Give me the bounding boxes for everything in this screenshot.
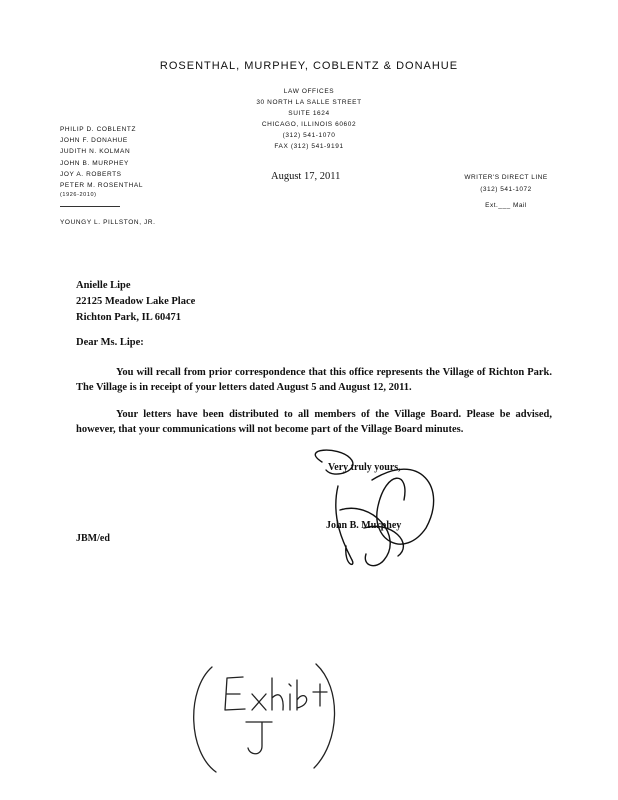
paragraph-text: Your letters have been distributed to all members of the Village Board. Please be advised, however, that your communications will not become part of the Village Board minutes. xyxy=(76,409,552,435)
of-counsel: YOUNGY L. PILLSTON, JR. xyxy=(60,219,156,226)
partner-note: (1926-2010) xyxy=(60,192,97,199)
typist-initials: JBM/ed xyxy=(76,533,110,544)
salutation: Dear Ms. Lipe: xyxy=(76,337,144,348)
partner-name: JOHN B. MURPHEY xyxy=(60,159,129,167)
fax-line: FAX (312) 541-9191 xyxy=(274,143,344,150)
paragraph-text: You will recall from prior correspondence that this office represents the Village of Richton Park. The Village is in receipt of your letters dated August 5 and August 12, 2011. xyxy=(76,367,552,393)
signer-name: John B. Murphey xyxy=(326,520,402,531)
direct-line-extra: Ext.___ Mail xyxy=(485,202,527,209)
recipient-name: Anielle Lipe xyxy=(76,280,131,291)
address-line: LAW OFFICES xyxy=(283,88,335,95)
partner-name: JUDITH N. KOLMAN xyxy=(60,148,131,156)
direct-line-number: (312) 541-1072 xyxy=(480,186,532,193)
exhibit-j-handwriting xyxy=(194,664,335,772)
partner-name: PHILIP D. COBLENTZ xyxy=(60,126,137,133)
signature-scribble xyxy=(315,450,433,566)
partner-name: JOHN F. DONAHUE xyxy=(60,137,128,145)
recipient-street: 22125 Meadow Lake Place xyxy=(76,296,196,307)
partner-name: JOY A. ROBERTS xyxy=(60,170,122,178)
letter-date: August 17, 2011 xyxy=(271,171,341,182)
recipient-city: Richton Park, IL 60471 xyxy=(76,312,182,323)
phone-line: (312) 541-1070 xyxy=(282,132,336,139)
address-line: 30 NORTH LA SALLE STREET xyxy=(256,99,362,106)
partner-name: PETER M. ROSENTHAL xyxy=(60,182,144,190)
firm-name: ROSENTHAL, MURPHEY, COBLENTZ & DONAHUE xyxy=(159,60,459,72)
address-line: CHICAGO, ILLINOIS 60602 xyxy=(261,121,357,128)
direct-line-label: WRITER'S DIRECT LINE xyxy=(464,174,548,181)
address-line: SUITE 1624 xyxy=(288,110,330,117)
closing: Very truly yours, xyxy=(328,462,401,473)
